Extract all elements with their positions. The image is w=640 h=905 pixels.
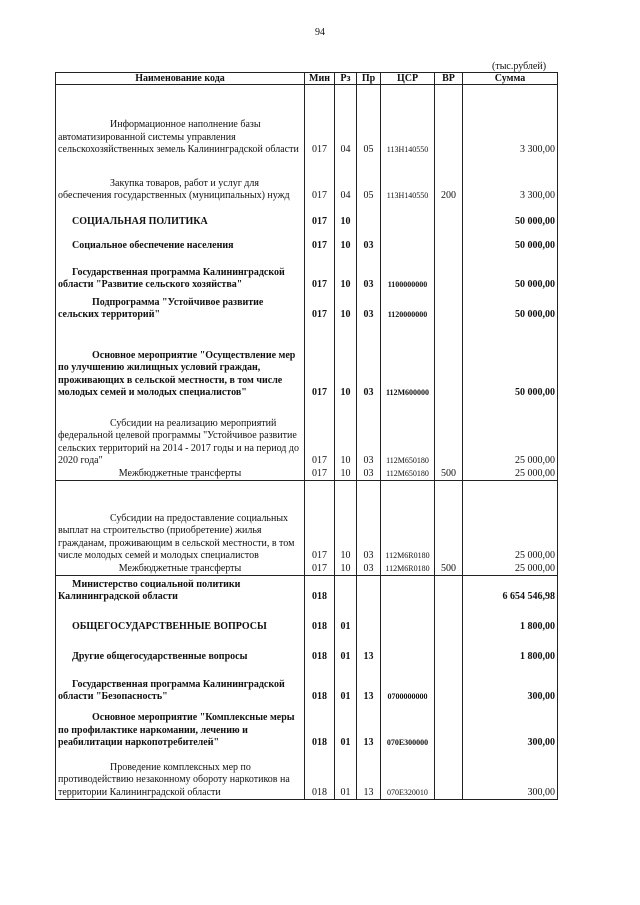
row-sum: 50 000,00 [463, 322, 558, 400]
table-row [56, 563, 558, 576]
header-rz: Рз [335, 73, 357, 85]
row-pr [357, 576, 381, 604]
budget-table [55, 72, 558, 800]
row-rz: 01 [335, 604, 357, 634]
row-name: Проведение комплексных мер по противодействию незаконному обороту наркотиков на территории Калининградской области [56, 750, 305, 800]
row-name: Субсидии на предоставление социальных выплат на строительство (приобретение) жилья гражданам, проживающим в сельской местности, в том числе молодых семей и молодых специалистов [56, 481, 305, 563]
row-pr [357, 203, 381, 229]
row-pr: 03 [357, 292, 381, 322]
row-min: 018 [305, 604, 335, 634]
row-pr: 03 [357, 229, 381, 253]
row-pr: 03 [357, 400, 381, 468]
row-min: 018 [305, 750, 335, 800]
row-csr: 113Н140550 [381, 157, 435, 203]
table-row [56, 229, 558, 253]
row-pr: 05 [357, 157, 381, 203]
row-min: 017 [305, 322, 335, 400]
table-row [56, 750, 558, 800]
row-name: Государственная программа Калининградской области "Безопасность" [56, 664, 305, 704]
row-rz [335, 576, 357, 604]
row-name: ОБЩЕГОСУДАРСТВЕННЫЕ ВОПРОСЫ [56, 604, 305, 634]
row-vr: 200 [435, 157, 463, 203]
row-vr [435, 85, 463, 157]
row-csr: 112М600000 [381, 322, 435, 400]
row-min: 018 [305, 704, 335, 750]
row-rz: 10 [335, 203, 357, 229]
row-name: Государственная программа Калининградской области "Развитие сельского хозяйства" [56, 253, 305, 292]
row-sum: 300,00 [463, 750, 558, 800]
row-min: 017 [305, 253, 335, 292]
page-number: 94 [315, 27, 325, 38]
row-name: Министерство социальной политики Калининградской области [56, 576, 305, 604]
row-sum: 3 300,00 [463, 157, 558, 203]
row-min: 018 [305, 634, 335, 664]
row-vr [435, 400, 463, 468]
row-min: 017 [305, 229, 335, 253]
row-pr: 03 [357, 468, 381, 481]
table-row [56, 85, 558, 157]
row-vr [435, 604, 463, 634]
row-sum: 6 654 546,98 [463, 576, 558, 604]
row-name: Информационное наполнение базы автоматизированной системы управления сельскохозяйственных земель Калининградской области [56, 85, 305, 157]
row-sum: 3 300,00 [463, 85, 558, 157]
row-min: 017 [305, 85, 335, 157]
row-pr: 13 [357, 664, 381, 704]
row-name: Закупка товаров, работ и услуг для обеспечения государственных (муниципальных) нужд [56, 157, 305, 203]
row-sum: 25 000,00 [463, 468, 558, 481]
row-sum: 50 000,00 [463, 229, 558, 253]
row-pr: 05 [357, 85, 381, 157]
row-rz: 10 [335, 563, 357, 576]
row-rz: 04 [335, 85, 357, 157]
row-csr: 070Е300000 [381, 704, 435, 750]
row-rz: 10 [335, 253, 357, 292]
table-row [56, 481, 558, 563]
row-sum: 50 000,00 [463, 253, 558, 292]
row-csr: 0700000000 [381, 664, 435, 704]
row-csr: 070Е320010 [381, 750, 435, 800]
row-csr [381, 604, 435, 634]
row-vr [435, 322, 463, 400]
table-row [56, 468, 558, 481]
table-row [56, 292, 558, 322]
row-min: 017 [305, 203, 335, 229]
row-csr: 112М650180 [381, 400, 435, 468]
table-row [56, 664, 558, 704]
row-pr: 13 [357, 704, 381, 750]
row-pr: 13 [357, 750, 381, 800]
row-vr [435, 229, 463, 253]
header-sum: Сумма [463, 73, 558, 85]
row-vr [435, 576, 463, 604]
row-csr: 1120000000 [381, 292, 435, 322]
row-min: 017 [305, 157, 335, 203]
row-sum: 50 000,00 [463, 292, 558, 322]
row-vr: 500 [435, 468, 463, 481]
row-name: Подпрограмма "Устойчивое развитие сельских территорий" [56, 292, 305, 322]
row-rz: 10 [335, 400, 357, 468]
row-csr: 113Н140550 [381, 85, 435, 157]
table-row [56, 400, 558, 468]
row-min: 018 [305, 664, 335, 704]
header-vr: ВР [435, 73, 463, 85]
row-vr [435, 253, 463, 292]
header-pr: Пр [357, 73, 381, 85]
row-min: 017 [305, 468, 335, 481]
row-sum: 25 000,00 [463, 481, 558, 563]
row-sum: 1 800,00 [463, 634, 558, 664]
row-rz: 04 [335, 157, 357, 203]
row-csr [381, 203, 435, 229]
row-vr: 500 [435, 563, 463, 576]
table-row [56, 253, 558, 292]
row-min: 017 [305, 400, 335, 468]
row-csr [381, 576, 435, 604]
row-name: СОЦИАЛЬНАЯ ПОЛИТИКА [56, 203, 305, 229]
row-sum: 1 800,00 [463, 604, 558, 634]
row-sum: 25 000,00 [463, 400, 558, 468]
header-name: Наименование кода [56, 73, 305, 85]
row-name: Социальное обеспечение населения [56, 229, 305, 253]
row-sum: 300,00 [463, 664, 558, 704]
row-csr [381, 229, 435, 253]
row-rz: 01 [335, 664, 357, 704]
row-csr: 112М6R0180 [381, 563, 435, 576]
row-rz: 10 [335, 229, 357, 253]
row-pr: 03 [357, 481, 381, 563]
row-vr [435, 203, 463, 229]
row-vr [435, 664, 463, 704]
row-csr: 1100000000 [381, 253, 435, 292]
row-min: 018 [305, 576, 335, 604]
row-pr: 03 [357, 563, 381, 576]
row-pr: 13 [357, 634, 381, 664]
row-min: 017 [305, 292, 335, 322]
table-header-row [56, 73, 558, 85]
row-vr [435, 704, 463, 750]
table-row [56, 604, 558, 634]
table-row [56, 704, 558, 750]
row-vr [435, 634, 463, 664]
row-rz: 10 [335, 481, 357, 563]
row-name: Межбюджетные трансферты [56, 563, 305, 576]
table-row [56, 576, 558, 604]
table-row [56, 322, 558, 400]
header-csr: ЦСР [381, 73, 435, 85]
row-vr [435, 750, 463, 800]
row-rz: 01 [335, 750, 357, 800]
row-csr [381, 634, 435, 664]
row-sum: 300,00 [463, 704, 558, 750]
row-vr [435, 292, 463, 322]
row-pr [357, 604, 381, 634]
units-label: (тыс.рублей) [492, 61, 547, 72]
table-row [56, 157, 558, 203]
row-pr: 03 [357, 322, 381, 400]
row-pr: 03 [357, 253, 381, 292]
row-name: Другие общегосударственные вопросы [56, 634, 305, 664]
row-min: 017 [305, 481, 335, 563]
row-vr [435, 481, 463, 563]
row-name: Межбюджетные трансферты [56, 468, 305, 481]
row-rz: 01 [335, 704, 357, 750]
row-name: Основное мероприятие "Комплексные меры по профилактике наркомании, лечению и реабилитации наркопотребителей" [56, 704, 305, 750]
row-name: Основное мероприятие "Осуществление мер по улучшению жилищных условий граждан, проживающих в сельской местности, в том числе молодых семей и молодых специалистов" [56, 322, 305, 400]
row-rz: 10 [335, 292, 357, 322]
row-rz: 10 [335, 322, 357, 400]
row-min: 017 [305, 563, 335, 576]
header-min: Мин [305, 73, 335, 85]
row-rz: 10 [335, 468, 357, 481]
row-sum: 50 000,00 [463, 203, 558, 229]
table-row [56, 634, 558, 664]
row-csr: 112М650180 [381, 468, 435, 481]
row-rz: 01 [335, 634, 357, 664]
row-sum: 25 000,00 [463, 563, 558, 576]
row-csr: 112М6R0180 [381, 481, 435, 563]
table-row [56, 203, 558, 229]
row-name: Субсидии на реализацию мероприятий федеральной целевой программы "Устойчивое развитие сельских территорий на 2014 - 2017 годы и на период до 2020 года" [56, 400, 305, 468]
